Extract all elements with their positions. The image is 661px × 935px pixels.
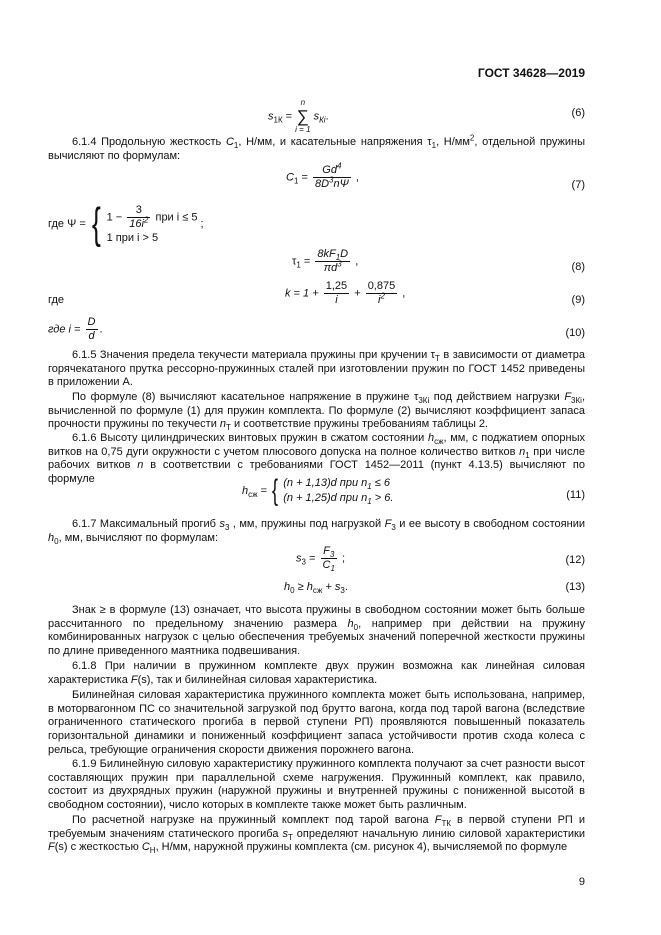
formula-11: $h_{сж}$ = { (n + 1,13)d при $n_1 \le 6$ (n + 1,25)d при $n_1 > 6$. xyxy=(242,474,394,507)
fraction: $\frac{F_3}{C_1}$ xyxy=(322,545,335,574)
formula-number: (13) xyxy=(565,581,585,593)
formula-number: (9) xyxy=(571,294,585,306)
left-brace: { xyxy=(91,199,101,248)
page-number: 9 xyxy=(578,876,585,888)
formula-number: (6) xyxy=(571,107,585,119)
paragraph-6-1-7: 6.1.7 Максимальный прогиб $s_3$ , мм, пружины под нагрузкой $F_3$ и ее высоту в свободном состоянии $h_0$, мм, вычисляют по формулам: xyxy=(48,518,585,546)
paragraph-sign-note: Знак ≥ в формуле (13) означает, что высота пружины в свободном состоянии может быть больше рассчитанного по предельному значению размера $h_0$, например при действии на пружину комбинированных нагрузок с целью обеспечения требуемых значений поперечной жесткости пружины по длине приведенного маятника подвешивания. xyxy=(48,604,585,658)
fraction: $\frac{0,875}{i^2}$ xyxy=(367,280,396,306)
paragraph-6-1-9: 6.1.9 Билинейную силовую характеристику пружинного комплекта получают за счет разности высот составляющих пружин при параллельной схеме нагружения. Пружинный комплект, как правило, состоит из двухрядных пружин (наружной пружины и внутренней пружины с пониженной высотой в свободном состоянии), число которых в комплекте также может быть различным. xyxy=(48,758,585,812)
formula-number: (11) xyxy=(566,489,585,501)
formula-6: $s_{1К} = n$ ∑ i = 1 $s_{Кi}$. xyxy=(268,98,329,134)
standard-header: ГОСТ 34628—2019 xyxy=(477,66,585,80)
formula-7: $C_1$ = $\frac{Gd^4}{8D^3n\Psi}$ , xyxy=(286,161,359,190)
fraction: $\frac{D}{d}$ xyxy=(87,316,96,342)
formula-12: $s_3$ = $\frac{F_3}{C_1}$ ; xyxy=(296,545,346,574)
formula-8: $\tau_1$ = $\frac{8kF_1D}{\pi d^3}$ , xyxy=(292,248,359,274)
formula-number: (10) xyxy=(565,327,585,339)
psi-definition: где Ψ = { 1 − $\frac{3}{16i^2}$ при i ≤ 5 1 при i > 5 ; xyxy=(48,199,204,248)
sum-symbol: n ∑ i = 1 xyxy=(295,98,311,134)
paragraph-6-1-4: 6.1.4 Продольную жесткость $C_1$, Н/мм, и касательные напряжения $\tau_1$, $Н/мм^2$, отдельной пружины вычисляют по формулам: xyxy=(48,133,585,162)
fraction: $\frac{1,25}{i}$ xyxy=(325,280,348,306)
paragraph-formula-8-usage: По формуле (8) вычисляют касательное напряжение в пружине $\tau_{3Кi}$ под действием нагрузки $F_{3Кi}$, вычисленной по формуле (1) для пружин комплекта. По формуле (2) вычисляют коэффициент запаса прочности пружины по текучести $n_Т$ и соответствие пружины требованиям таблицы 2. xyxy=(48,391,585,433)
fraction: $\frac{Gd^4}{8D^3n\Psi}$ xyxy=(314,161,349,190)
paragraph-6-1-8: 6.1.8 При наличии в пружинном комплекте двух пружин возможна как линейная силовая характеристика F(s), так и билинейная силовая характеристика. xyxy=(48,660,585,686)
left-brace: { xyxy=(272,474,279,507)
formula-9: k = 1 + $\frac{1,25}{i}$ + $\frac{0,875}{i^2}$ , xyxy=(285,280,406,306)
formula-number: (8) xyxy=(571,261,585,273)
formula-number: (12) xyxy=(565,554,585,566)
paragraph-design-load: По расчетной нагрузке на пружинный комплект под тарой вагона $F_{ТК}$ в первой ступени РП и требуемым значениям статического прогиба $s_Т$ определяют начальную линию силовой характеристики F(s) с жесткостью $C_Н$, Н/мм, наружной пружины комплекта (см. рисунок 4), вычисляемой по формуле xyxy=(48,814,585,856)
formula-number: (7) xyxy=(571,179,585,191)
formula-10: где i = $\frac{D}{d}$ . xyxy=(48,316,103,342)
paragraph-6-1-6: 6.1.6 Высоту цилиндрических винтовых пружин в сжатом состоянии $h_{сж}$, мм, с поджатием опорных витков на 0,75 дуги окружности с учетом плюсового допуска на полное количество витков $n_1$ при числе рабочих витков n в соответствии с требованиями ГОСТ 1452—2011 (пункт 4.13.5) вычисляют по формуле xyxy=(48,432,586,486)
fraction: $\frac{3}{16i^2}$ xyxy=(129,203,149,230)
paragraph-bilinear: Билинейная силовая характеристика пружинного комплекта может быть использована, например, в моторвагонном ПС со значительной загрузкой под брутто вагона, когда под тарой вагона (вследствие ограниченного статического прогиба в первой ступени РП) проявляются повышенный показатель горизонтальной динамики и пониженный коэффициент запаса устойчивости против схода колеса с рельса, требующие ограничения скорости движения порожнего вагона. xyxy=(48,689,585,756)
paragraph-6-1-5: 6.1.5 Значения предела текучести материала пружины при кручении $\tau_Т$ в зависимости от диаметра горячекатаного прутка рессорно-пружинных сталей при изготовлении пружин по ГОСТ 1452 приведены в приложении А. xyxy=(48,349,585,389)
where-label: где xyxy=(48,294,65,306)
formula-13: $h_0 \ge h_{сж} + s_3$. xyxy=(284,581,348,596)
fraction: $\frac{8kF_1D}{\pi d^3}$ xyxy=(317,248,349,274)
